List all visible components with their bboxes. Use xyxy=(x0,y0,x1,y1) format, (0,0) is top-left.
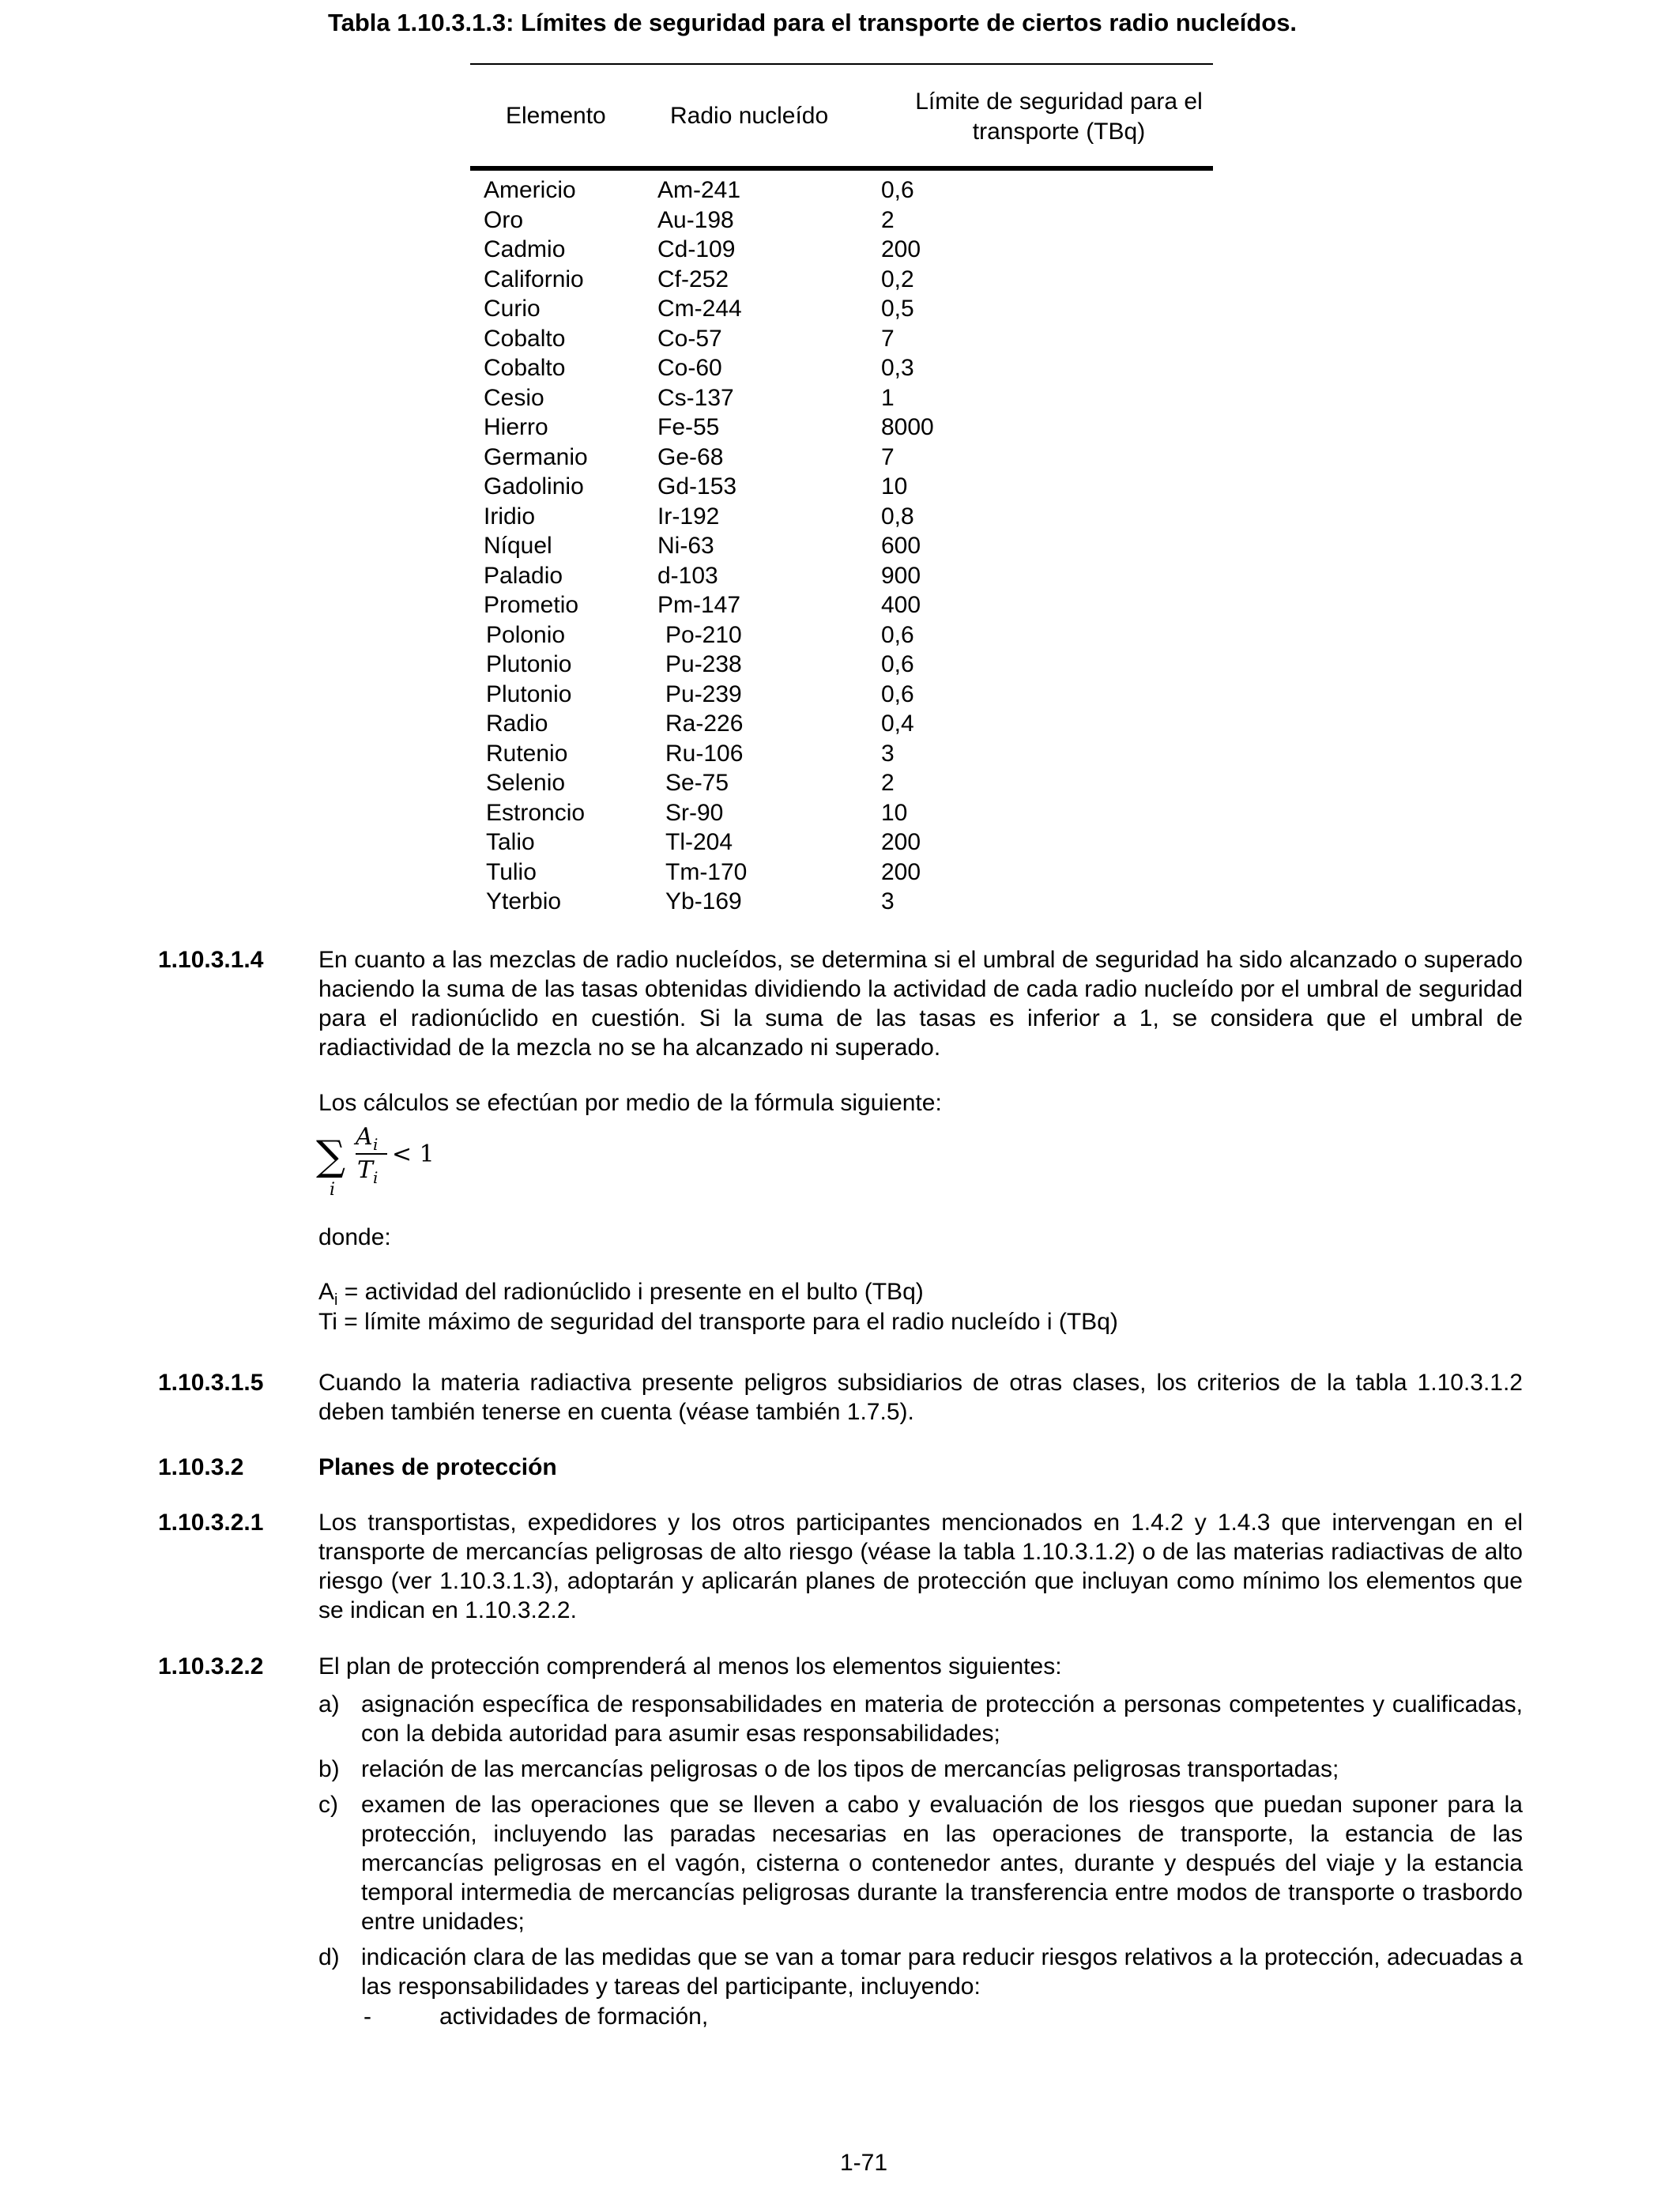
cell-element: Iridio xyxy=(484,503,536,530)
list-marker: c) xyxy=(318,1792,338,1818)
cell-element: Americio xyxy=(484,177,576,203)
list-marker: b) xyxy=(318,1756,340,1782)
cell-nuclide: Yb-169 xyxy=(665,888,742,914)
page-number: 1-71 xyxy=(840,2150,888,2176)
cell-limit: 0,5 xyxy=(881,296,914,322)
cell-element: Radio xyxy=(486,711,548,737)
section-paragraph: El plan de protección comprenderá al menos los elementos siguientes: xyxy=(318,1653,1062,1679)
definition-a xyxy=(318,1277,1523,1309)
sum-symbol: ∑ xyxy=(316,1133,346,1180)
cell-limit: 3 xyxy=(881,740,895,767)
cell-element: Tulio xyxy=(486,858,537,885)
sub-list-item: actividades de formación, xyxy=(439,2004,709,2030)
cell-limit: 0,4 xyxy=(881,711,914,737)
cell-limit: 0,2 xyxy=(881,266,914,292)
list-item: examen de las operaciones que se lleven a cabo y evaluación de los riesgos que puedan suponer para la protección, incluyendo las paradas necesarias en las operaciones de transporte, la estancia de las mercancías peligrosas en el vagón, cisterna o contenedor antes, durante y después del viaje y la estancia temporal intermedia de mercancías peligrosas durante la transferencia entre modos de transporte o trasbordo entre unidades; xyxy=(361,1792,1523,1935)
table-top-rule xyxy=(470,63,1213,65)
section-paragraph: En cuanto a las mezclas de radio nucleídos, se determina si el umbral de seguridad ha sido alcanzado o superado haciendo la suma de las tasas obtenidas dividiendo la actividad de cada radio nucleído por el umbral de seguridad para el radionúclido en cuestión. Si la suma de las tasas es inferior a 1, se considera que el umbral de radiactividad de la mezcla no se ha alcanzado ni superado. xyxy=(318,947,1523,1061)
cell-element: Hierro xyxy=(484,414,548,440)
cell-nuclide: Au-198 xyxy=(657,206,734,233)
cell-element: Rutenio xyxy=(486,740,568,767)
cell-limit: 2 xyxy=(881,770,895,796)
cell-element: Plutonio xyxy=(486,680,572,707)
list-item: indicación clara de las medidas que se van a tomar para reducir riesgos relativos a la protección, adecuadas a las responsabilidades y tareas del participante, incluyendo: xyxy=(361,1944,1523,2000)
formula-numerator-sub: i xyxy=(373,1135,379,1154)
cell-limit: 0,6 xyxy=(881,680,914,707)
header-nuclide: Radio nucleído xyxy=(670,103,829,129)
cell-nuclide: Fe-55 xyxy=(657,414,720,440)
sub-list-marker: - xyxy=(363,2004,371,2030)
list-marker: a) xyxy=(318,1691,340,1717)
definition-a-sub: i xyxy=(334,1291,338,1309)
cell-element: Selenio xyxy=(486,770,566,796)
table-header-rule xyxy=(470,166,1213,171)
formula-denominator-sub: i xyxy=(373,1168,379,1187)
cell-limit: 200 xyxy=(881,858,921,885)
cell-element: Oro xyxy=(484,206,524,233)
cell-limit: 0,8 xyxy=(881,503,914,530)
section-heading: Planes de protección xyxy=(318,1454,557,1480)
sum-formula xyxy=(316,1113,458,1200)
section-paragraph: Cuando la materia radiactiva presente peligros subsidiarios de otras clases, los criterios de la tabla 1.10.3.1.2 deben también tenerse en cuenta (véase también 1.7.5). xyxy=(318,1370,1523,1425)
definition-t: Ti = límite máximo de seguridad del transporte para el radio nucleído i (TBq) xyxy=(318,1309,1118,1335)
formula-intro: Los cálculos se efectúan por medio de la fórmula siguiente: xyxy=(318,1090,942,1116)
cell-limit: 200 xyxy=(881,236,921,262)
cell-nuclide: Pu-239 xyxy=(665,680,742,707)
cell-limit: 0,6 xyxy=(881,621,914,648)
formula-numerator: A xyxy=(356,1123,373,1151)
cell-limit: 3 xyxy=(881,888,895,914)
cell-element: Cobalto xyxy=(484,355,566,381)
cell-nuclide: Sr-90 xyxy=(665,799,724,826)
cell-limit: 0,3 xyxy=(881,355,914,381)
cell-nuclide: Am-241 xyxy=(657,177,741,203)
cell-nuclide: Cd-109 xyxy=(657,236,736,262)
cell-nuclide: Ir-192 xyxy=(657,503,720,530)
header-limit xyxy=(885,87,1233,147)
formula-relation: < 1 xyxy=(392,1140,435,1168)
section-number: 1.10.3.2.1 xyxy=(158,1510,264,1536)
list-item: asignación específica de responsabilidades en materia de protección a personas competentes y cualificadas, con la debida autoridad para asumir esas responsabilidades; xyxy=(361,1691,1523,1747)
formula-denominator: T xyxy=(357,1156,374,1184)
cell-element: Germanio xyxy=(484,443,588,470)
section-number: 1.10.3.2 xyxy=(158,1454,244,1480)
cell-nuclide: Tm-170 xyxy=(665,858,748,885)
list-item: relación de las mercancías peligrosas o de los tipos de mercancías peligrosas transportadas; xyxy=(361,1756,1339,1782)
cell-element: Cobalto xyxy=(484,325,566,352)
cell-element: Cesio xyxy=(484,384,544,411)
cell-limit: 8000 xyxy=(881,414,934,440)
cell-element: Estroncio xyxy=(486,799,586,826)
cell-element: Níquel xyxy=(484,533,552,559)
cell-limit: 1 xyxy=(881,384,895,411)
cell-nuclide: Se-75 xyxy=(665,770,729,796)
cell-nuclide: Co-57 xyxy=(657,325,722,352)
section-number: 1.10.3.2.2 xyxy=(158,1653,264,1679)
cell-nuclide: Pu-238 xyxy=(665,651,742,677)
cell-nuclide: d-103 xyxy=(657,562,718,589)
cell-nuclide: Ru-106 xyxy=(665,740,744,767)
cell-limit: 900 xyxy=(881,562,921,589)
cell-limit: 400 xyxy=(881,592,921,618)
cell-nuclide: Cm-244 xyxy=(657,296,742,322)
cell-element: Plutonio xyxy=(486,651,572,677)
cell-element: Talio xyxy=(486,829,535,855)
cell-limit: 10 xyxy=(881,799,908,826)
cell-element: Yterbio xyxy=(486,888,562,914)
section-number: 1.10.3.1.5 xyxy=(158,1370,264,1396)
cell-limit: 200 xyxy=(881,829,921,855)
header-element: Elemento xyxy=(506,103,606,129)
definition-a-text: = actividad del radionúclido i presente en el bulto (TBq) xyxy=(337,1279,924,1305)
table-caption: Tabla 1.10.3.1.3: Límites de seguridad para el transporte de ciertos radio nucleídos. xyxy=(328,9,1298,36)
cell-nuclide: Co-60 xyxy=(657,355,722,381)
cell-limit: 0,6 xyxy=(881,651,914,677)
cell-nuclide: Cf-252 xyxy=(657,266,729,292)
cell-limit: 10 xyxy=(881,473,908,499)
cell-nuclide: Ra-226 xyxy=(665,711,744,737)
cell-limit: 7 xyxy=(881,443,895,470)
cell-limit: 2 xyxy=(881,206,895,233)
definition-a-symbol: A xyxy=(318,1279,335,1305)
cell-nuclide: Cs-137 xyxy=(657,384,734,411)
sum-index: i xyxy=(330,1180,336,1200)
cell-nuclide: Gd-153 xyxy=(657,473,737,499)
cell-nuclide: Tl-204 xyxy=(665,829,733,855)
cell-nuclide: Pm-147 xyxy=(657,592,741,618)
header-limit-line1: Límite de seguridad para el xyxy=(915,89,1203,115)
cell-element: Californio xyxy=(484,266,584,292)
section-number: 1.10.3.1.4 xyxy=(158,947,264,973)
cell-nuclide: Ni-63 xyxy=(657,533,714,559)
cell-nuclide: Ge-68 xyxy=(657,443,724,470)
cell-element: Polonio xyxy=(486,621,566,648)
cell-element: Paladio xyxy=(484,562,563,589)
cell-element: Cadmio xyxy=(484,236,566,262)
list-marker: d) xyxy=(318,1944,340,1970)
cell-limit: 0,6 xyxy=(881,177,914,203)
cell-limit: 7 xyxy=(881,325,895,352)
section-paragraph: Los transportistas, expedidores y los otros participantes mencionados en 1.4.2 y 1.4.3 que intervengan en el transporte de mercancías peligrosas de alto riesgo (véase la tabla 1.10.3.1.2) o de las materias radiactivas de alto riesgo (ver 1.10.3.1.3), adoptarán y aplicarán planes de protección que incluyan como mínimo los elementos que se indican en 1.10.3.2.2. xyxy=(318,1510,1523,1623)
header-limit-line2: transporte (TBq) xyxy=(972,119,1146,145)
cell-element: Prometio xyxy=(484,592,579,618)
where-label: donde: xyxy=(318,1224,391,1250)
cell-nuclide: Po-210 xyxy=(665,621,742,648)
cell-limit: 600 xyxy=(881,533,921,559)
cell-element: Gadolinio xyxy=(484,473,584,499)
cell-element: Curio xyxy=(484,296,541,322)
